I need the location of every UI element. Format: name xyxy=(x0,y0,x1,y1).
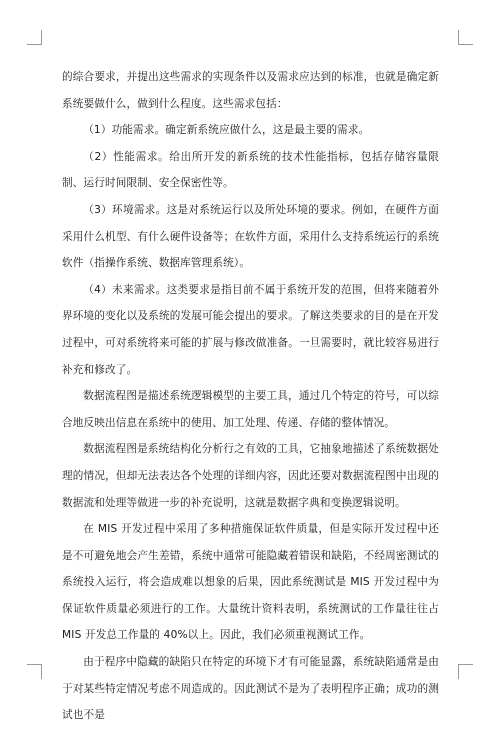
paragraph-data-flow-diagram: 数据流程图是描述系统逻辑模型的主要工具，通过几个特定的符号，可以综合地反映出信息在系统中的使用、加工处理、传递、存储的整体情况。 xyxy=(62,390,439,429)
paragraph-requirements-intro: 的综合要求，并提出这些需求的实现条件以及需求应达到的标准，也就是确定新系统要做什么，做到什么程度。这些需求包括： xyxy=(62,71,439,110)
paragraph-environment-requirements: （3）环境需求。这是对系统运行以及所处环境的要求。例如，在硬件方面采用什么机型、有什么硬件设备等；在软件方面，采用什么支持系统运行的系统软件（指操作系统、数据库管理系统）。 xyxy=(62,203,439,270)
crop-mark-top-right xyxy=(458,30,473,45)
paragraph-functional-requirements: （1）功能需求。确定新系统应做什么，这是最主要的需求。 xyxy=(83,124,370,137)
paragraph-performance-requirements: （2）性能需求。给出所开发的新系统的技术性能指标，包括存储容量限制、运行时间限制、安全保密性等。 xyxy=(62,150,439,190)
paragraph-data-flow-analysis: 数据流程图是系统结构化分析行之有效的工具，它抽象地描述了系统数据处理的情况，但却无法表达各个处理的详细内容，因此还要对数据流程图中出现的数据流和处理等做进一步的补充说明，这就是数据字典和变换逻辑说明。 xyxy=(62,443,439,509)
crop-mark-bottom-left xyxy=(27,664,42,679)
crop-mark-top-left xyxy=(27,30,42,45)
document-page-body xyxy=(62,64,439,729)
paragraph-hidden-defects: 由于程序中隐藏的缺陷只在特定的环境下才有可能显露，系统缺陷通常是由于对某些特定情况考虑不周造成的。因此测试不是为了表明程序正确；成功的测试也不是 xyxy=(62,656,439,722)
paragraph-mis-testing: 在 MIS 开发过程中采用了多种措施保证软件质量，但是实际开发过程中还是不可避免地会产生差错，系统中通常可能隐藏着错误和缺陷，不经周密测试的系统投入运行，将会造成难以想象的后果，因此系统测试是 MIS 开发过程中为保证软件质量必须进行的工作。大量统计资料表明，系统测试的工作量往往占 MIS 开发总工作量的 40%以上。因此，我们必须重视测试工作。 xyxy=(62,523,439,642)
paragraph-future-requirements: （4）未来需求。这类要求是指目前不属于系统开发的范围，但将来随着外界环境的变化以及系统的发展可能会提出的要求。了解这类要求的目的是在开发过程中，可对系统将来可能的扩展与修改做准备。一旦需要时，就比较容易进行补充和修改了。 xyxy=(62,283,439,376)
crop-mark-bottom-right xyxy=(458,664,473,679)
